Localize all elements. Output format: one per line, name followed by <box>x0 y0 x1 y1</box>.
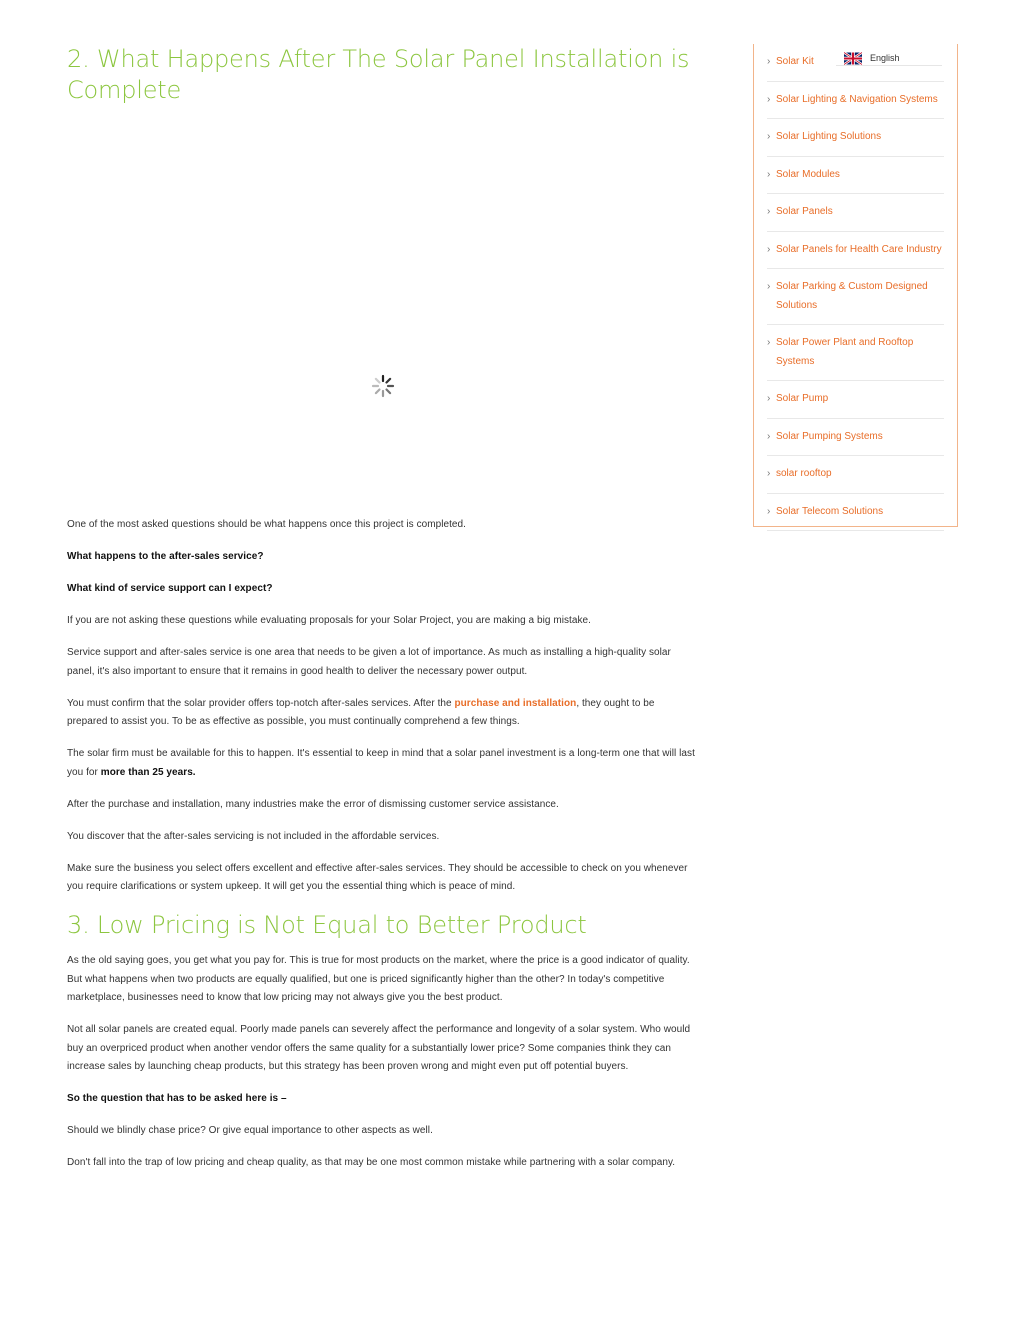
chevron-right-icon: › <box>767 56 771 67</box>
chevron-right-icon: › <box>767 430 771 442</box>
category-item[interactable] <box>767 82 944 120</box>
category-item[interactable] <box>767 419 944 457</box>
paragraph: Make sure the business you select offers excellent and effective after-sales services. They should be accessible to check on you whenever you require clarifications or system upkeep. It will get you the essential thing which is peace of mind. <box>67 862 688 892</box>
question-service-support <box>67 580 697 599</box>
loading-spinner-icon <box>371 374 395 398</box>
paragraph: As the old saying goes, you get what you pay for. This is true for most products on the market, where the price is a good indicator of quality. But what happens when two products are equally qualified, but one is priced significantly higher than the other? In today's competitive marketplace, businesses need to know that low pricing may not always give you the best product. <box>67 955 690 1003</box>
category-item[interactable] <box>767 494 944 532</box>
paragraph: Not all solar panels are created equal. Poorly made panels can severely affect the performance and longevity of a solar system. Who would buy an overpriced product when another vendor offers the same quality for a substantially lower price? Some companies think they can increase sales by launching cheap products, but this strategy has been proven wrong and might even put off potential buyers. <box>67 1024 691 1072</box>
category-label: Solar Pumping Systems <box>776 430 883 442</box>
purchase-installation-link[interactable]: purchase and installation <box>454 697 577 709</box>
section-heading-low-pricing: 3. Low Pricing is Not Equal to Better Product <box>67 911 587 939</box>
category-label: Solar Parking & Custom Designed Solutions <box>776 281 928 311</box>
chevron-right-icon: › <box>767 168 771 180</box>
paragraph-with-link <box>67 695 697 732</box>
category-label: solar rooftop <box>776 468 832 479</box>
category-item[interactable] <box>767 456 944 494</box>
section-heading-after-installation: 2. What Happens After The Solar Panel Installation is Complete <box>67 45 690 104</box>
category-label: Solar Power Plant and Rooftop Systems <box>776 337 914 367</box>
category-label: Solar Lighting & Navigation Systems <box>776 93 938 105</box>
text: , they ought to be prepared to assist you. To be as effective as possible, you must continually comprehend a few things. <box>67 697 655 727</box>
text: You must confirm that the solar provider offers top-notch after-sales services. After the <box>67 697 455 709</box>
category-item[interactable] <box>767 325 944 381</box>
language-switcher[interactable] <box>836 46 942 66</box>
category-item[interactable] <box>767 157 944 195</box>
category-label: Solar Telecom Solutions <box>776 505 884 517</box>
paragraph <box>67 745 697 782</box>
question-text: What happens to the after-sales service? <box>67 551 264 562</box>
chevron-right-icon: › <box>767 281 771 292</box>
category-item[interactable] <box>767 232 944 270</box>
paragraph: Should we blindly chase price? Or give equal importance to other aspects as well. <box>67 1125 433 1136</box>
category-label: Solar Panels for Health Care Industry <box>776 243 942 255</box>
category-label: Solar Kit <box>776 56 814 67</box>
category-label: Solar Lighting Solutions <box>776 131 882 142</box>
question-text: So the question that has to be asked here is – <box>67 1093 287 1104</box>
category-label: Solar Modules <box>776 168 840 180</box>
chevron-right-icon: › <box>767 131 771 142</box>
question-price <box>67 1090 697 1109</box>
bold-text: more than 25 years. <box>100 766 196 778</box>
language-label: English <box>870 53 900 63</box>
paragraph: Don't fall into the trap of low pricing and cheap quality, as that may be one most common mistake while partnering with a solar company. <box>67 1157 676 1168</box>
sidebar-categories <box>753 44 958 527</box>
question-after-sales <box>67 548 697 567</box>
chevron-right-icon: › <box>767 505 771 517</box>
category-label: Solar Panels <box>776 206 833 217</box>
paragraph: You discover that the after-sales servicing is not included in the affordable services. <box>67 830 440 842</box>
category-item[interactable] <box>767 381 944 419</box>
chevron-right-icon: › <box>767 93 771 105</box>
chevron-right-icon: › <box>767 206 771 217</box>
category-list <box>767 44 944 531</box>
paragraph: One of the most asked questions should be what happens once this project is completed. <box>67 519 466 530</box>
chevron-right-icon: › <box>767 393 771 404</box>
paragraph: After the purchase and installation, many industries make the error of dismissing customer service assistance. <box>67 798 559 810</box>
chevron-right-icon: › <box>767 243 771 255</box>
paragraph: If you are not asking these questions while evaluating proposals for your Solar Project, you are making a big mistake. <box>67 615 591 626</box>
category-item[interactable] <box>767 194 944 232</box>
uk-flag-icon <box>844 52 862 65</box>
category-item[interactable] <box>767 119 944 157</box>
category-label: Solar Pump <box>776 393 829 404</box>
chevron-right-icon: › <box>767 337 771 348</box>
video-placeholder[interactable] <box>67 106 697 516</box>
question-text: What kind of service support can I expect? <box>67 583 273 594</box>
paragraph: Service support and after-sales service is one area that needs to be given a lot of importance. As much as installing a high-quality solar panel, it's also important to ensure that it remains in good health to deliver the necessary power output. <box>67 647 671 677</box>
chevron-right-icon: › <box>767 468 771 479</box>
main-content <box>67 44 697 1186</box>
text: The solar firm must be available for this to happen. It's essential to keep in mind that a solar panel investment is a long-term one that will last you for <box>67 748 695 778</box>
category-item[interactable] <box>767 269 944 325</box>
